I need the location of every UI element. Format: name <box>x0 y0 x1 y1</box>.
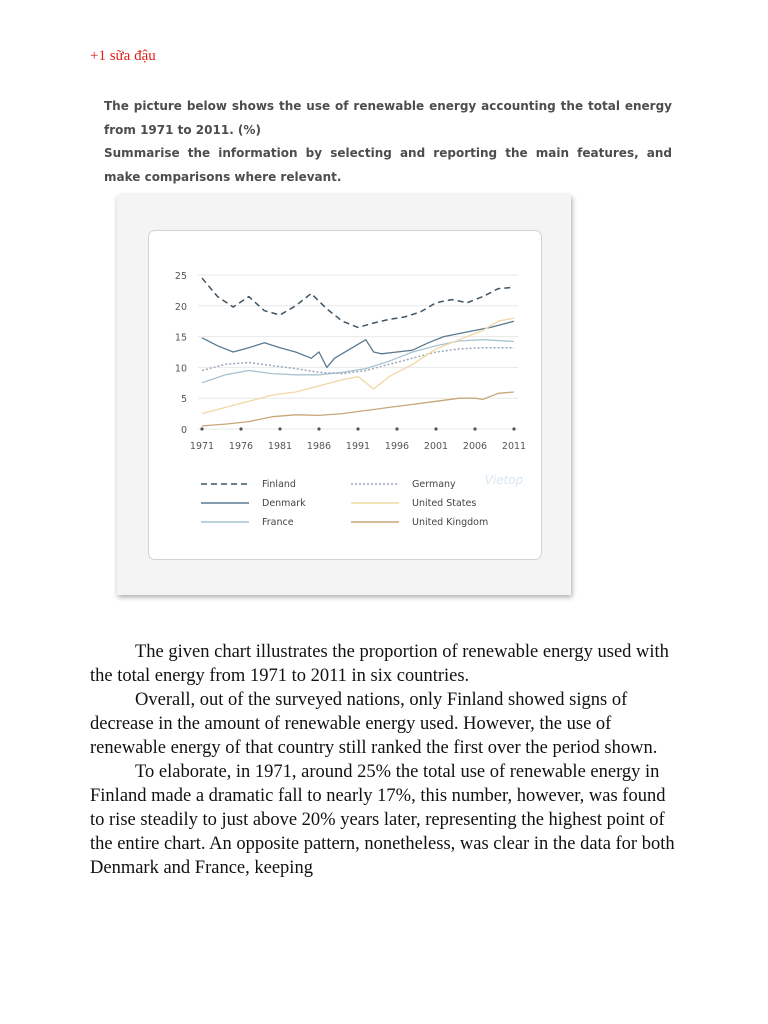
task-prompt <box>104 95 672 189</box>
x-tick-dot <box>278 427 281 430</box>
x-tick-label: 1996 <box>384 441 410 452</box>
task-line-2: Summarise the information by selecting and reporting the main features, and make comparisons where relevant. <box>104 146 672 184</box>
x-tick-label: 2011 <box>501 441 527 452</box>
essay <box>90 640 680 880</box>
x-tick-dot <box>200 427 203 430</box>
x-tick-dot <box>317 427 320 430</box>
legend-label: Denmark <box>262 498 306 509</box>
y-tick-label: 25 <box>174 271 187 282</box>
x-tick-label: 2006 <box>462 441 488 452</box>
chart-panel <box>148 230 542 560</box>
x-tick-dot <box>473 427 476 430</box>
x-tick-dot <box>434 427 437 430</box>
x-tick-dot <box>239 427 242 430</box>
legend-label: Finland <box>262 479 296 490</box>
x-tick-label: 1991 <box>345 441 371 452</box>
legend-label: France <box>262 517 294 528</box>
y-tick-label: 10 <box>174 363 187 375</box>
y-tick-label: 15 <box>174 332 187 344</box>
essay-paragraph-2: Overall, out of the surveyed nations, only Finland showed signs of decrease in the amount of renewable energy used. However, the use of renewable energy of that country still ranked the first over the period shown. <box>90 690 658 758</box>
legend-label: United Kingdom <box>412 517 489 528</box>
x-tick-label: 1986 <box>306 441 332 452</box>
essay-paragraph-1: The given chart illustrates the proportion of renewable energy used with the total energy from 1971 to 2011 in six countries. <box>90 642 669 686</box>
y-tick-label: 20 <box>174 301 187 313</box>
line-chart <box>149 231 541 559</box>
task-line-1: The picture below shows the use of renewable energy accounting the total energy from 1971 to 2011. (%) <box>104 99 672 137</box>
x-tick-label: 1981 <box>267 441 293 452</box>
x-tick-label: 2001 <box>423 441 449 452</box>
x-tick-label: 1976 <box>228 441 254 452</box>
series-line-finland <box>202 278 514 327</box>
essay-paragraph-3: To elaborate, in 1971, around 25% the total use of renewable energy in Finland made a dramatic fall to nearly 17%, this number, however, was found to rise steadily to just above 20% years later, representing the highest point of the entire chart. An opposite pattern, nonetheless, was clear in the data for both Denmark and France, keeping <box>90 762 675 878</box>
legend-label: United States <box>412 498 477 509</box>
x-tick-dot <box>356 427 359 430</box>
chart-figure <box>117 195 571 595</box>
legend-label: Germany <box>412 479 456 490</box>
y-tick-label: 5 <box>180 394 187 406</box>
watermark: Vietop <box>484 473 524 487</box>
note-text: +1 sữa đậu <box>90 48 156 64</box>
y-tick-label: 0 <box>180 425 187 436</box>
x-tick-dot <box>395 427 398 430</box>
x-tick-dot <box>512 427 515 430</box>
series-line-united-kingdom <box>202 392 514 426</box>
x-tick-label: 1971 <box>189 441 215 452</box>
